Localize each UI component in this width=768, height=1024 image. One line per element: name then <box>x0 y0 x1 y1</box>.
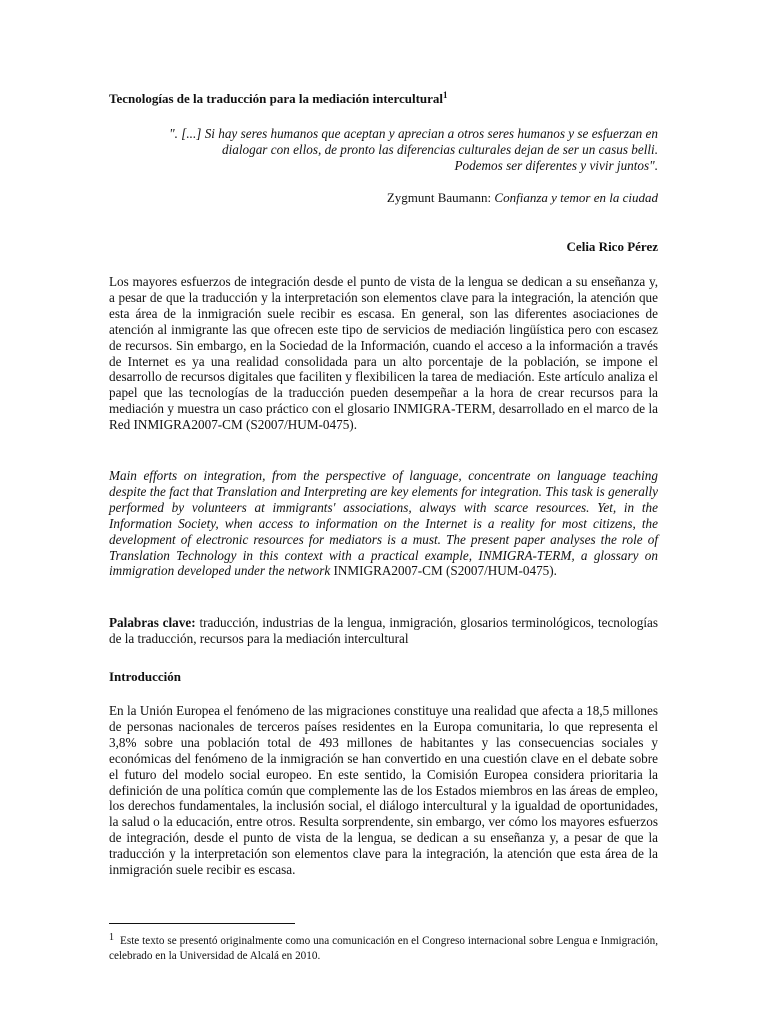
epigraph-line-3: Podemos ser diferentes y vivir juntos". <box>454 158 658 173</box>
footnote-mark: 1 <box>109 932 114 943</box>
abstract-english-text: Main efforts on integration, from the perspective of language, concentrate on language teaching despite the fact that Translation and Interpreting are key elements for integration. This task is generally performed by volunteers at immigrants' associations, always with scarce resources. Yet, in the Information Society, when access to information on the Internet is a reality for most citizens, the development of electronic resources for mediators is a must. The present paper analyses the role of Translation Technology in this context with a practical example, INMIGRA-TERM, a glossary on immigration developed under the network <box>109 468 658 579</box>
title-text: Tecnologías de la traducción para la mediación intercultural <box>109 91 444 106</box>
keywords <box>109 615 658 647</box>
epigraph-line-1: ". [...] Si hay seres humanos que aceptan y aprecian a otros seres humanos y se esfuerzan en <box>169 126 658 141</box>
epigraph-quote <box>109 126 658 174</box>
intro-paragraph: En la Unión Europea el fenómeno de las migraciones constituye una realidad que afecta a 18,5 millones de personas nacionales de terceros países residentes en la Europa comunitaria, lo que representa el 3,8% sobre una población total de 493 millones de habitantes y las consecuencias sociales y económicas del fenómeno de la inmigración se han convertido en una cuestión clave en el debate sobre el futuro del modelo social europeo. En este sentido, la Comisión Europea considera prioritaria la definición de una política común que complemente las de los Estados miembros en las áreas de empleo, los derechos fundamentales, la inclusión social, el diálogo intercultural y la igualdad de oportunidades, la salud o la educación, entre otros. Resulta sorprendente, sin embargo, ver cómo los mayores esfuerzos de integración, desde el punto de vista de la lengua, se dedican a su enseñanza y, a pesar de que la traducción y la interpretación son elementos clave para la integración, la atención que esta área de la inmigración suele recibir es escasa. <box>109 703 658 878</box>
footnote-divider <box>109 923 295 924</box>
abstract-english <box>109 468 658 579</box>
title-footnote-ref[interactable]: 1 <box>443 90 448 100</box>
citation-author: Zygmunt Baumann: <box>386 190 492 205</box>
footnote <box>109 930 658 964</box>
document-page <box>109 0 658 1024</box>
section-heading-introduccion: Introducción <box>109 669 181 684</box>
citation-book: Confianza y temor en la ciudad <box>494 190 658 205</box>
document-title <box>109 90 448 107</box>
footnote-text: Este texto se presentó originalmente como una comunicación en el Congreso internacional sobre Lengua e Inmigración, celebrado en la Universidad de Alcalá en 2010. <box>109 935 658 962</box>
abstract-spanish: Los mayores esfuerzos de integración desde el punto de vista de la lengua se dedican a su enseñanza y, a pesar de que la traducción y la interpretación son elementos clave para la integración, la atención que esta área de la inmigración suele recibir es escasa. En general, son las diferentes asociaciones de atención al inmigrante las que ofrecen este tipo de servicios de mediación lingüística pero con escasez de recursos. Sin embargo, en la Sociedad de la Información, cuando el acceso a la información a través de Internet es ya una realidad consolidada para un alto porcentaje de la población, se impone el desarrollo de recursos digitales que faciliten y flexibilicen la tarea de mediación. Este artículo analiza el papel que las tecnologías de la traducción pueden desempeñar a la hora de crear recursos para la mediación y muestra un caso práctico con el glosario INMIGRA-TERM, desarrollado en el marco de la Red INMIGRA2007-CM (S2007/HUM-0475). <box>109 274 658 433</box>
epigraph-line-2: dialogar con ellos, de pronto las diferencias culturales dejan de ser un casus belli. <box>222 142 658 157</box>
abstract-english-code: INMIGRA2007-CM (S2007/HUM-0475). <box>333 563 557 579</box>
epigraph-citation <box>109 190 658 206</box>
keywords-text: traducción, industrias de la lengua, inmigración, glosarios terminológicos, tecnologías de la traducción, recursos para la mediación intercultural <box>109 615 658 646</box>
article-author: Celia Rico Pérez <box>566 239 658 254</box>
keywords-label: Palabras clave: <box>109 615 196 630</box>
